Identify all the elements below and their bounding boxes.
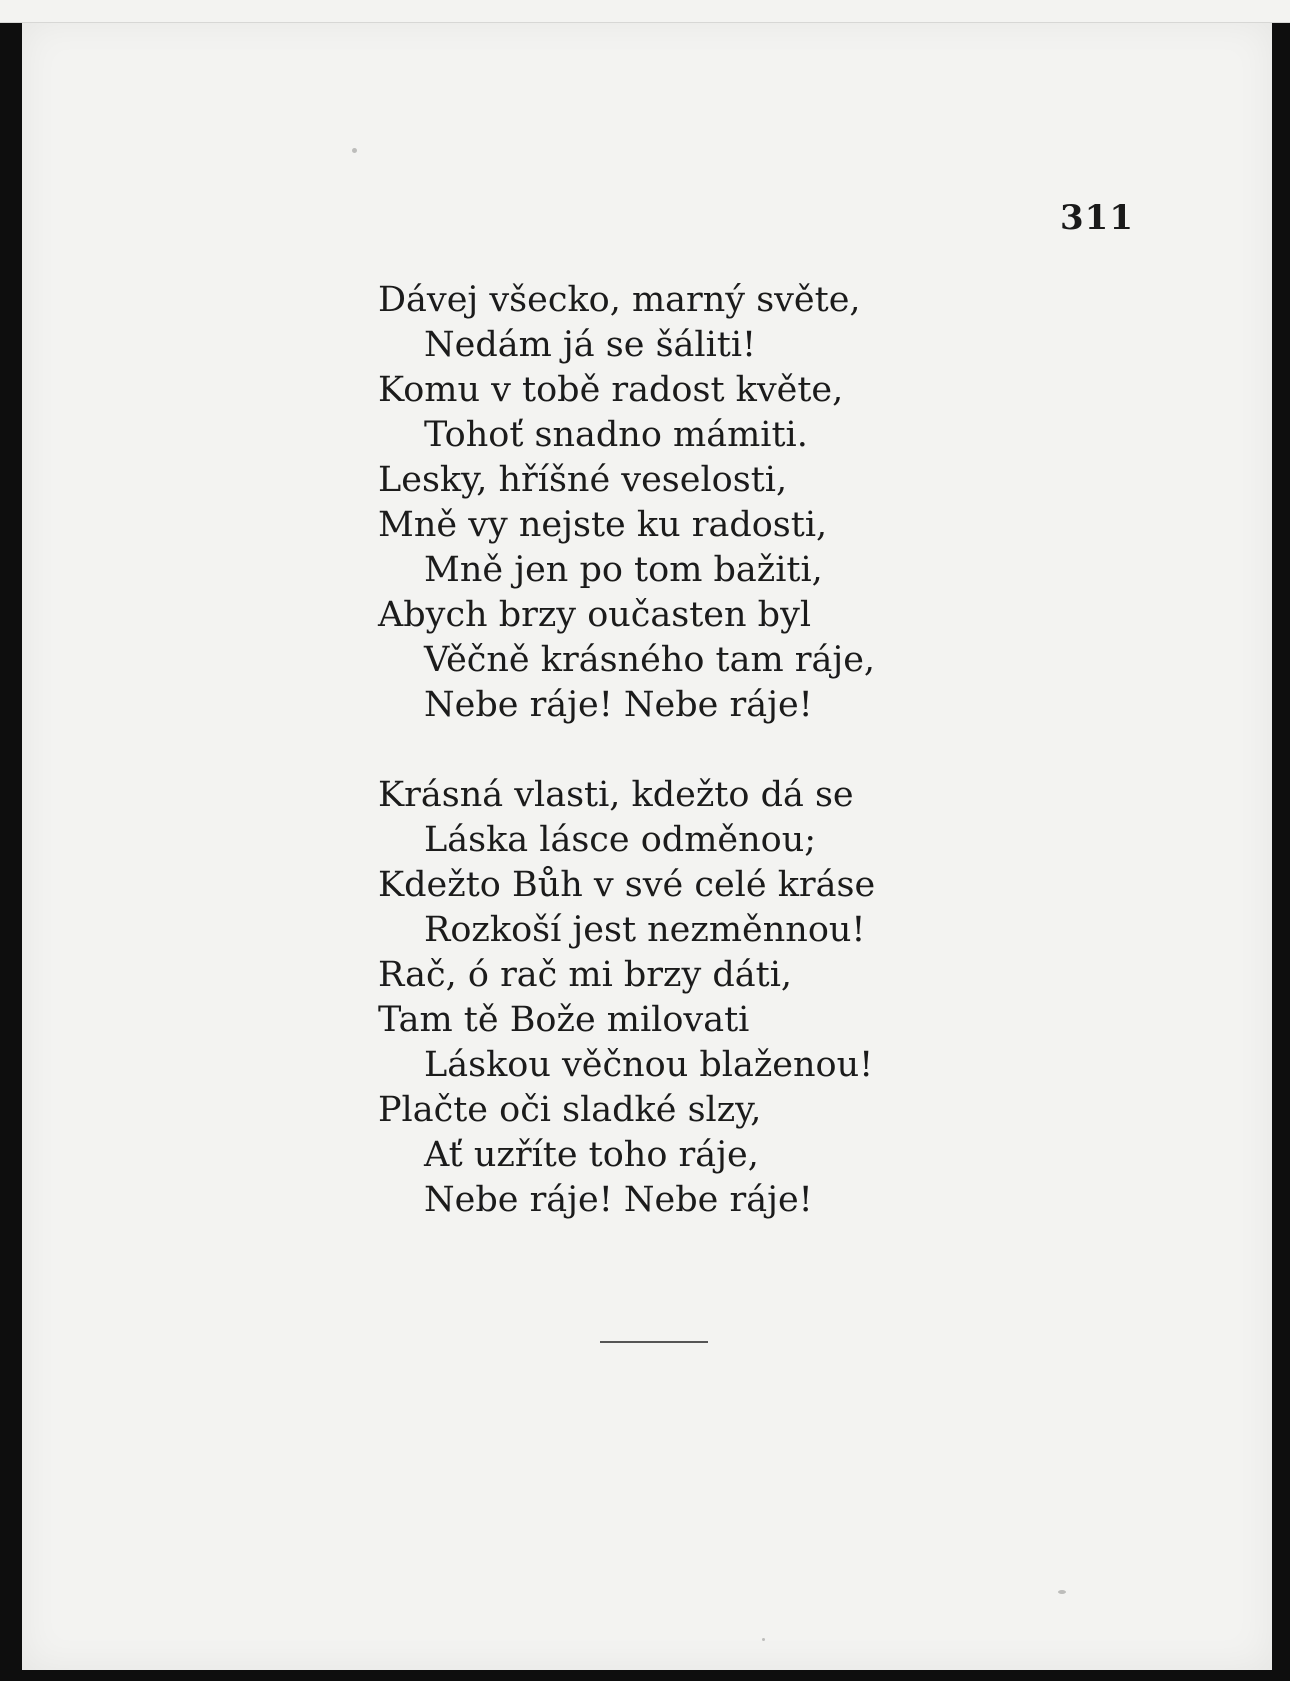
- end-rule-divider: [600, 1341, 708, 1343]
- paper-speck: [352, 148, 357, 153]
- poem: [378, 278, 875, 1223]
- poem-line: Věčně krásného tam ráje,: [424, 640, 876, 680]
- poem-line: Mně vy nejste ku radosti,: [378, 505, 828, 545]
- poem-line: Rač, ó rač mi brzy dáti,: [378, 955, 793, 995]
- poem-line: Mně jen po tom bažiti,: [424, 550, 823, 590]
- poem-line: Krásná vlasti, kdežto dá se: [378, 775, 854, 815]
- poem-line: Tam tě Bože milovati: [378, 1000, 750, 1040]
- poem-line: Láskou věčnou blaženou!: [424, 1045, 874, 1085]
- poem-line: Nebe ráje! Nebe ráje!: [424, 1180, 813, 1220]
- stanza-1: [378, 278, 875, 728]
- poem-line: Komu v tobě radost květe,: [378, 370, 844, 410]
- poem-line: Lesky, hříšné veselosti,: [378, 460, 788, 500]
- stanza-2: [378, 773, 875, 1223]
- poem-line: Kdežto Bůh v své celé kráse: [378, 865, 876, 905]
- poem-line: Ať uzříte toho ráje,: [424, 1135, 759, 1175]
- poem-line: Dávej všecko, marný světe,: [378, 280, 861, 320]
- scan-top-edge: [0, 0, 1290, 23]
- poem-line: Nedám já se šáliti!: [424, 325, 757, 365]
- paper-speck: [1058, 1590, 1066, 1594]
- poem-line: Abych brzy oučasten byl: [378, 595, 812, 635]
- poem-line: Plačte oči sladké slzy,: [378, 1090, 762, 1130]
- scan-left-edge: [0, 0, 22, 1681]
- poem-line: Tohoť snadno mámiti.: [424, 415, 808, 455]
- poem-line: Nebe ráje! Nebe ráje!: [424, 685, 813, 725]
- poem-line: Láska lásce odměnou;: [424, 820, 817, 860]
- paper-speck: [762, 1638, 765, 1641]
- page-number: 311: [1060, 198, 1134, 238]
- poem-line: Rozkoší jest nezměnnou!: [424, 910, 866, 950]
